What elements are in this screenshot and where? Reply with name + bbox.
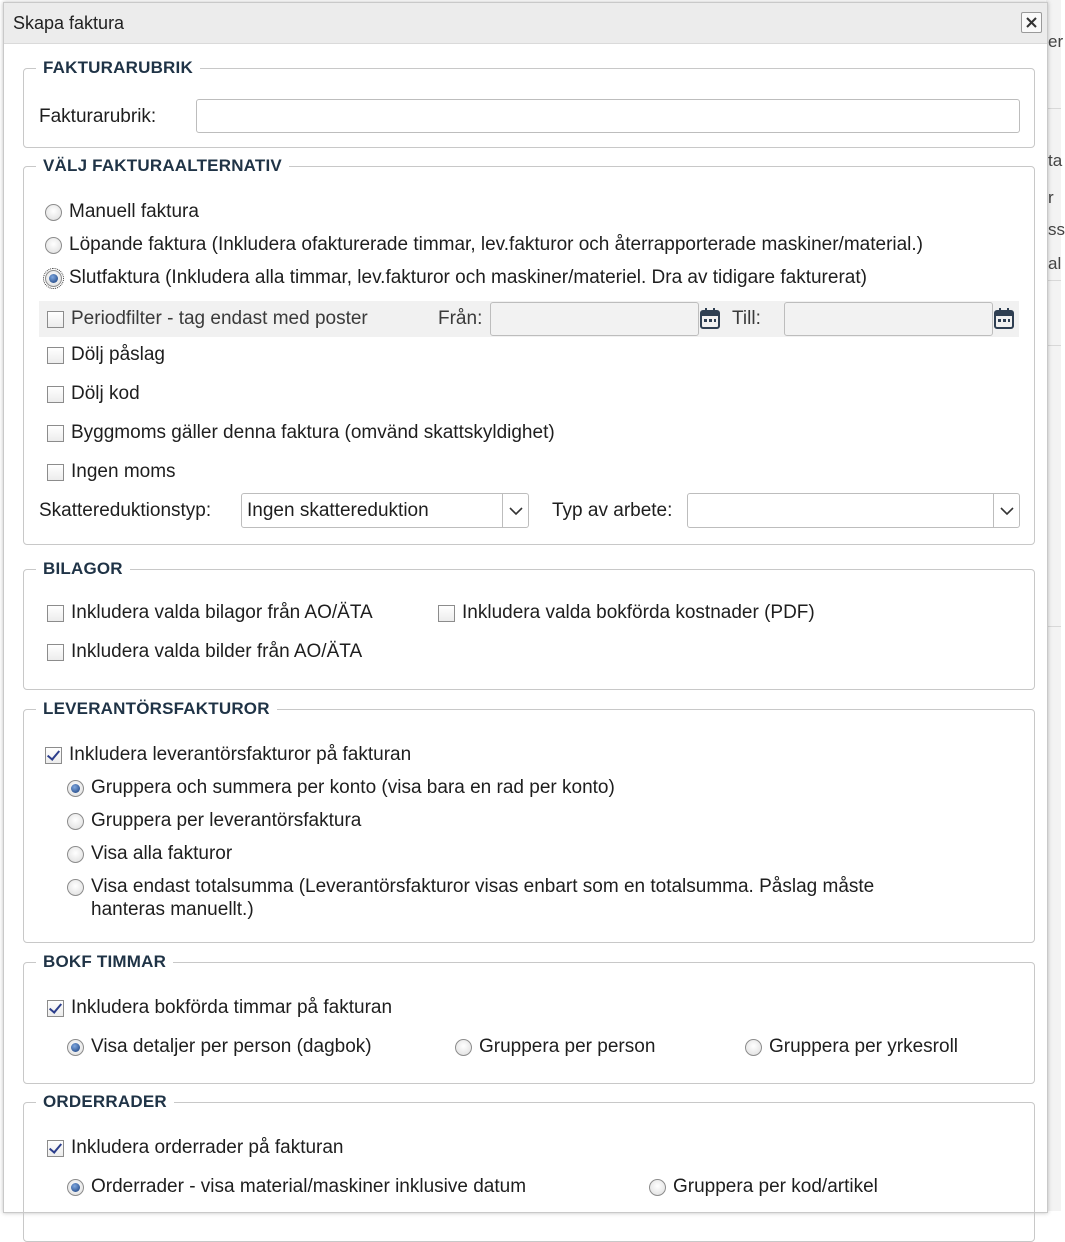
radio-label-continuation: hanteras manuellt.) xyxy=(91,899,254,920)
background-page xyxy=(1046,0,1065,1211)
checkbox[interactable] xyxy=(47,644,64,661)
section-orderrader xyxy=(23,1092,1035,1242)
checkbox-label: Inkludera bokförda timmar på fakturan xyxy=(71,997,393,1018)
radio-button[interactable] xyxy=(67,879,84,896)
to-date-input[interactable] xyxy=(784,302,993,336)
dialog-title: Skapa faktura xyxy=(13,13,125,33)
radio-label: Manuell faktura xyxy=(69,201,199,222)
close-button[interactable] xyxy=(1021,12,1042,33)
checkbox[interactable] xyxy=(438,605,455,622)
section-fakturaalternativ xyxy=(23,156,1035,545)
radio-button[interactable] xyxy=(67,813,84,830)
radio-label: Visa endast totalsumma (Leverantörsfakturor visas enbart som en totalsumma. Påslag måste xyxy=(91,876,875,897)
checkbox-dolj-paslag[interactable] xyxy=(47,344,165,366)
checkbox-label: Inkludera orderrader på fakturan xyxy=(71,1137,344,1158)
checkbox[interactable] xyxy=(47,347,64,364)
section-leverantorsfakturor xyxy=(23,699,1035,943)
radio-label: Visa alla fakturor xyxy=(91,843,233,864)
radio-detaljer-per-person[interactable] xyxy=(67,1036,372,1058)
radio-gruppera-per-person[interactable] xyxy=(455,1036,655,1058)
radio-label: Visa detaljer per person (dagbok) xyxy=(91,1036,372,1057)
section-fakturarubrik xyxy=(23,58,1035,148)
checkbox[interactable] xyxy=(47,311,64,328)
dialog-titlebar[interactable] xyxy=(4,3,1047,44)
checkbox-label: Inkludera valda bilagor från AO/ÄTA xyxy=(71,602,373,623)
background-text: ta xyxy=(1048,151,1063,170)
radio-gruppera-per-yrkesroll[interactable] xyxy=(745,1036,958,1058)
checkbox-dolj-kod[interactable] xyxy=(47,383,140,405)
radio-slutfaktura[interactable] xyxy=(45,267,867,289)
checkbox-label: Inkludera valda bokförda kostnader (PDF) xyxy=(462,602,815,623)
chevron-down-icon[interactable] xyxy=(502,494,528,527)
radio-button[interactable] xyxy=(455,1039,472,1056)
checkbox-inkludera-timmar[interactable] xyxy=(47,997,392,1019)
from-date-input[interactable] xyxy=(490,302,699,336)
checkbox-label: Dölj kod xyxy=(71,383,140,404)
background-text: r xyxy=(1048,188,1054,207)
radio-label: Gruppera per leverantörsfaktura xyxy=(91,810,362,831)
section-legend: FAKTURARUBRIK xyxy=(36,58,200,78)
checkbox[interactable] xyxy=(45,747,62,764)
typ-av-arbete-label: Typ av arbete: xyxy=(552,500,673,521)
checkbox[interactable] xyxy=(47,386,64,403)
background-text: er xyxy=(1048,32,1064,51)
typ-av-arbete-select[interactable] xyxy=(687,493,1020,528)
section-legend: ORDERRADER xyxy=(36,1092,174,1112)
radio-label: Gruppera per person xyxy=(479,1036,656,1057)
checkbox-label: Periodfilter - tag endast med poster xyxy=(71,308,368,329)
close-icon xyxy=(1025,16,1038,29)
calendar-icon[interactable] xyxy=(993,307,1015,331)
radio-label: Löpande faktura (Inkludera ofakturerade timmar, lev.fakturor och återrapporterade maskiner/material.) xyxy=(69,234,924,255)
skattereduktion-select[interactable] xyxy=(241,493,529,528)
radio-label: Gruppera per kod/artikel xyxy=(673,1176,878,1197)
create-invoice-dialog xyxy=(3,2,1048,1213)
radio-visa-alla-fakturor[interactable] xyxy=(67,843,232,865)
to-label: Till: xyxy=(732,308,761,329)
checkbox-label: Ingen moms xyxy=(71,461,176,482)
checkbox[interactable] xyxy=(47,464,64,481)
radio-orderrader-visa-material[interactable] xyxy=(67,1176,526,1198)
checkbox-bilagor-ao-ata[interactable] xyxy=(47,602,373,624)
checkbox[interactable] xyxy=(47,425,64,442)
section-legend: BOKF TIMMAR xyxy=(36,952,173,972)
radio-gruppera-per-leverantorsfaktura[interactable] xyxy=(67,810,361,832)
checkbox-byggmoms[interactable] xyxy=(47,422,555,444)
checkbox-label: Inkludera leverantörsfakturor på fakturan xyxy=(69,744,412,765)
checkbox-ingen-moms[interactable] xyxy=(47,461,176,483)
section-legend: VÄLJ FAKTURAALTERNATIV xyxy=(36,156,289,176)
background-text: al xyxy=(1048,254,1062,273)
checkbox-inkludera-orderrader[interactable] xyxy=(47,1137,344,1159)
chevron-down-icon[interactable] xyxy=(993,494,1019,527)
checkbox-bokforda-kostnader[interactable] xyxy=(438,602,815,624)
skattereduktion-label: Skattereduktionstyp: xyxy=(39,500,212,521)
checkbox[interactable] xyxy=(47,1000,64,1017)
radio-lopande-faktura[interactable] xyxy=(45,234,923,256)
radio-label: Gruppera och summera per konto (visa bara en rad per konto) xyxy=(91,777,615,798)
radio-button[interactable] xyxy=(67,1039,84,1056)
section-bilagor xyxy=(23,559,1035,690)
radio-button[interactable] xyxy=(67,780,84,797)
radio-gruppera-per-konto[interactable] xyxy=(67,777,615,799)
radio-button[interactable] xyxy=(45,270,62,287)
radio-manuell-faktura[interactable] xyxy=(45,201,199,223)
radio-label: Orderrader - visa material/maskiner inklusive datum xyxy=(91,1176,527,1197)
radio-button[interactable] xyxy=(745,1039,762,1056)
radio-label: Slutfaktura (Inkludera alla timmar, lev.fakturor och maskiner/materiel. Dra av tidigare fakturerat) xyxy=(69,267,867,288)
section-legend: BILAGOR xyxy=(36,559,130,579)
checkbox-bilder-ao-ata[interactable] xyxy=(47,641,362,663)
checkbox[interactable] xyxy=(47,1140,64,1157)
radio-visa-endast-totalsumma[interactable] xyxy=(67,876,874,898)
radio-gruppera-per-kod-artikel[interactable] xyxy=(649,1176,878,1198)
radio-button[interactable] xyxy=(67,1179,84,1196)
section-bokf-timmar xyxy=(23,952,1035,1084)
select-value: Ingen skattereduktion xyxy=(247,499,429,521)
radio-button[interactable] xyxy=(649,1179,666,1196)
calendar-icon[interactable] xyxy=(699,307,721,331)
checkbox-inkludera-leverantorsfakturor[interactable] xyxy=(45,744,411,766)
radio-button[interactable] xyxy=(45,204,62,221)
checkbox-label: Inkludera valda bilder från AO/ÄTA xyxy=(71,641,363,662)
radio-button[interactable] xyxy=(45,237,62,254)
radio-button[interactable] xyxy=(67,846,84,863)
from-label: Från: xyxy=(438,308,483,329)
radio-label: Gruppera per yrkesroll xyxy=(769,1036,959,1057)
checkbox-periodfilter[interactable] xyxy=(47,308,368,330)
section-legend: LEVERANTÖRSFAKTUROR xyxy=(36,699,277,719)
fakturarubrik-input[interactable] xyxy=(196,99,1020,133)
background-text: ss xyxy=(1048,220,1065,239)
checkbox-label: Byggmoms gäller denna faktura (omvänd skattskyldighet) xyxy=(71,422,555,443)
checkbox-label: Dölj påslag xyxy=(71,344,165,365)
checkbox[interactable] xyxy=(47,605,64,622)
fakturarubrik-label: Fakturarubrik: xyxy=(39,106,157,127)
